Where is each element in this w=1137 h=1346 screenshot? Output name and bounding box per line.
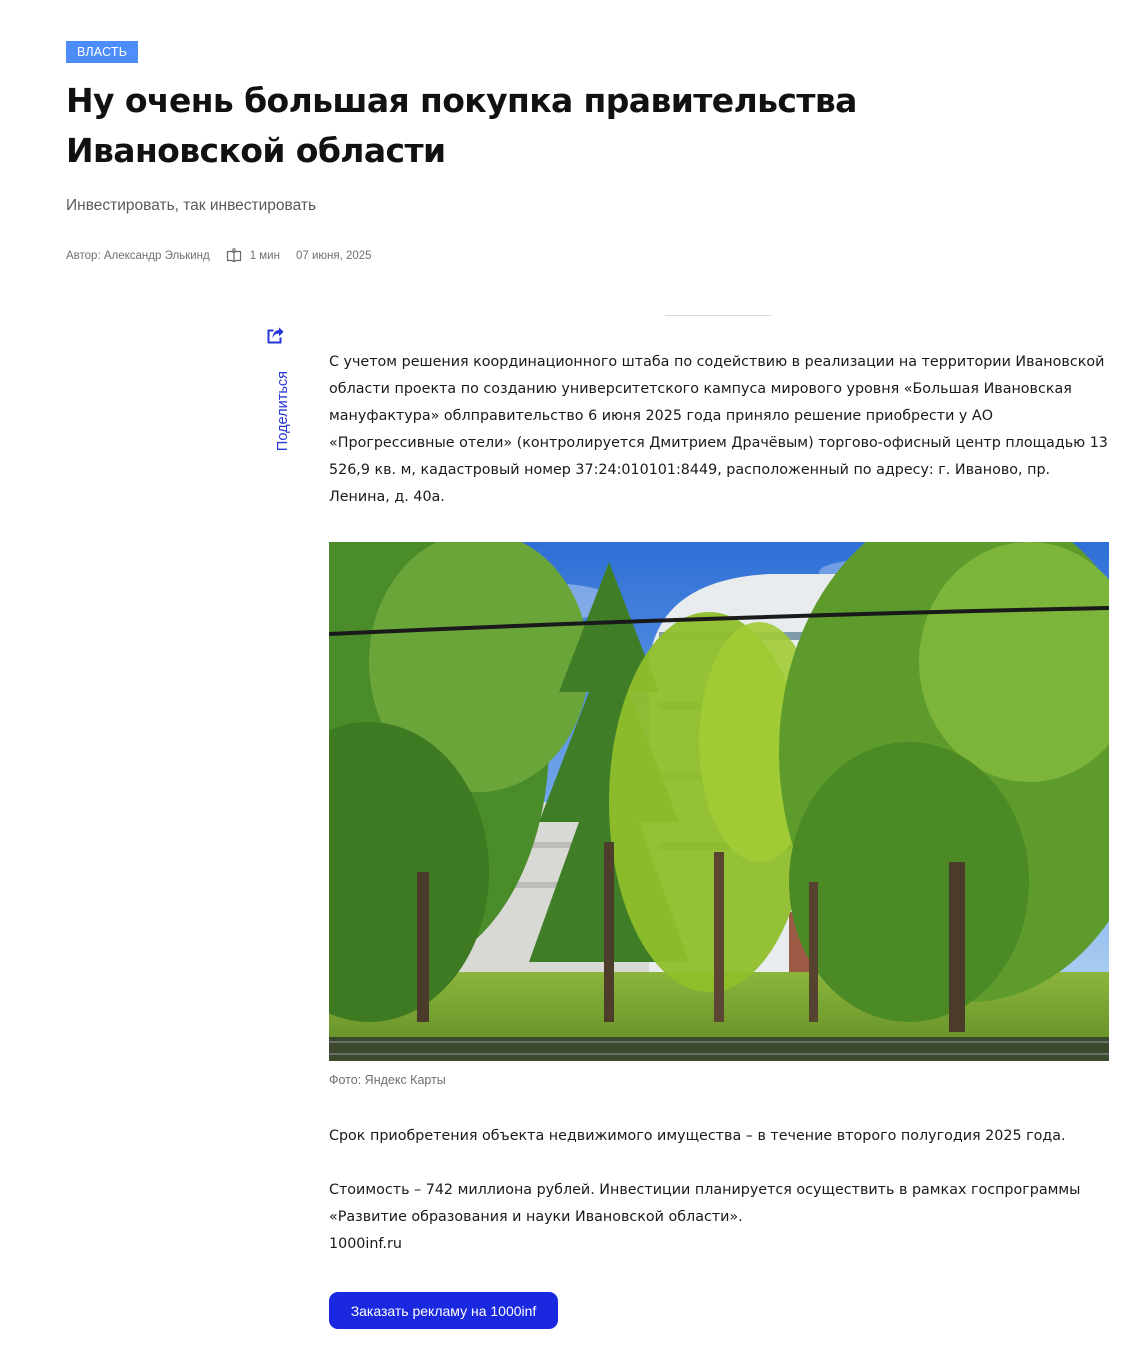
article-subtitle: Инвестировать, так инвестировать bbox=[66, 197, 317, 214]
article-meta bbox=[66, 247, 372, 265]
open-book-icon bbox=[226, 248, 242, 264]
category-tag[interactable]: ВЛАСТЬ bbox=[66, 41, 138, 63]
share-arrow-icon[interactable] bbox=[265, 326, 285, 346]
share-label[interactable]: Поделиться bbox=[275, 371, 291, 452]
article-paragraph: С учетом решения координационного штаба по содействию в реализации на территории Ивановской области проекта по созданию университетского кампуса мирового уровня «Большая Ивановская мануфактура» облправительство 6 июня 2025 года приняло решение приобрести у АО «Прогрессивные отели» (контролируется Дмитрием Драчёвым) торгово-офисный центр площадью 13 526,9 кв. м, кадастровый номер 37:24:010101:8449, расположенный по адресу: г. Иваново, пр. Ленина, д. 40а. bbox=[329, 354, 1108, 505]
share-button[interactable] bbox=[258, 325, 292, 465]
author-name: Автор: Александр Элькинд bbox=[66, 250, 210, 262]
article-paragraph: Срок приобретения объекта недвижимого имущества – в течение второго полугодия 2025 года. bbox=[329, 1128, 1066, 1144]
article-title: Ну очень большая покупка правительства Ивановской области bbox=[66, 81, 857, 170]
article-paragraph: Стоимость – 742 миллиона рублей. Инвестиции планируется осуществить в рамках госпрограммы «Развитие образования и науки Ивановской области». bbox=[329, 1182, 1081, 1225]
content-divider bbox=[665, 315, 772, 316]
publish-date: 07 июня, 2025 bbox=[295, 250, 372, 262]
photo-caption: Фото: Яндекс Карты bbox=[329, 1073, 446, 1087]
article-photo bbox=[329, 542, 1109, 1061]
article-source: 1000inf.ru bbox=[329, 1236, 402, 1252]
order-ad-button[interactable]: Заказать рекламу на 1000inf bbox=[329, 1292, 558, 1329]
read-time: 1 мин bbox=[249, 250, 280, 262]
